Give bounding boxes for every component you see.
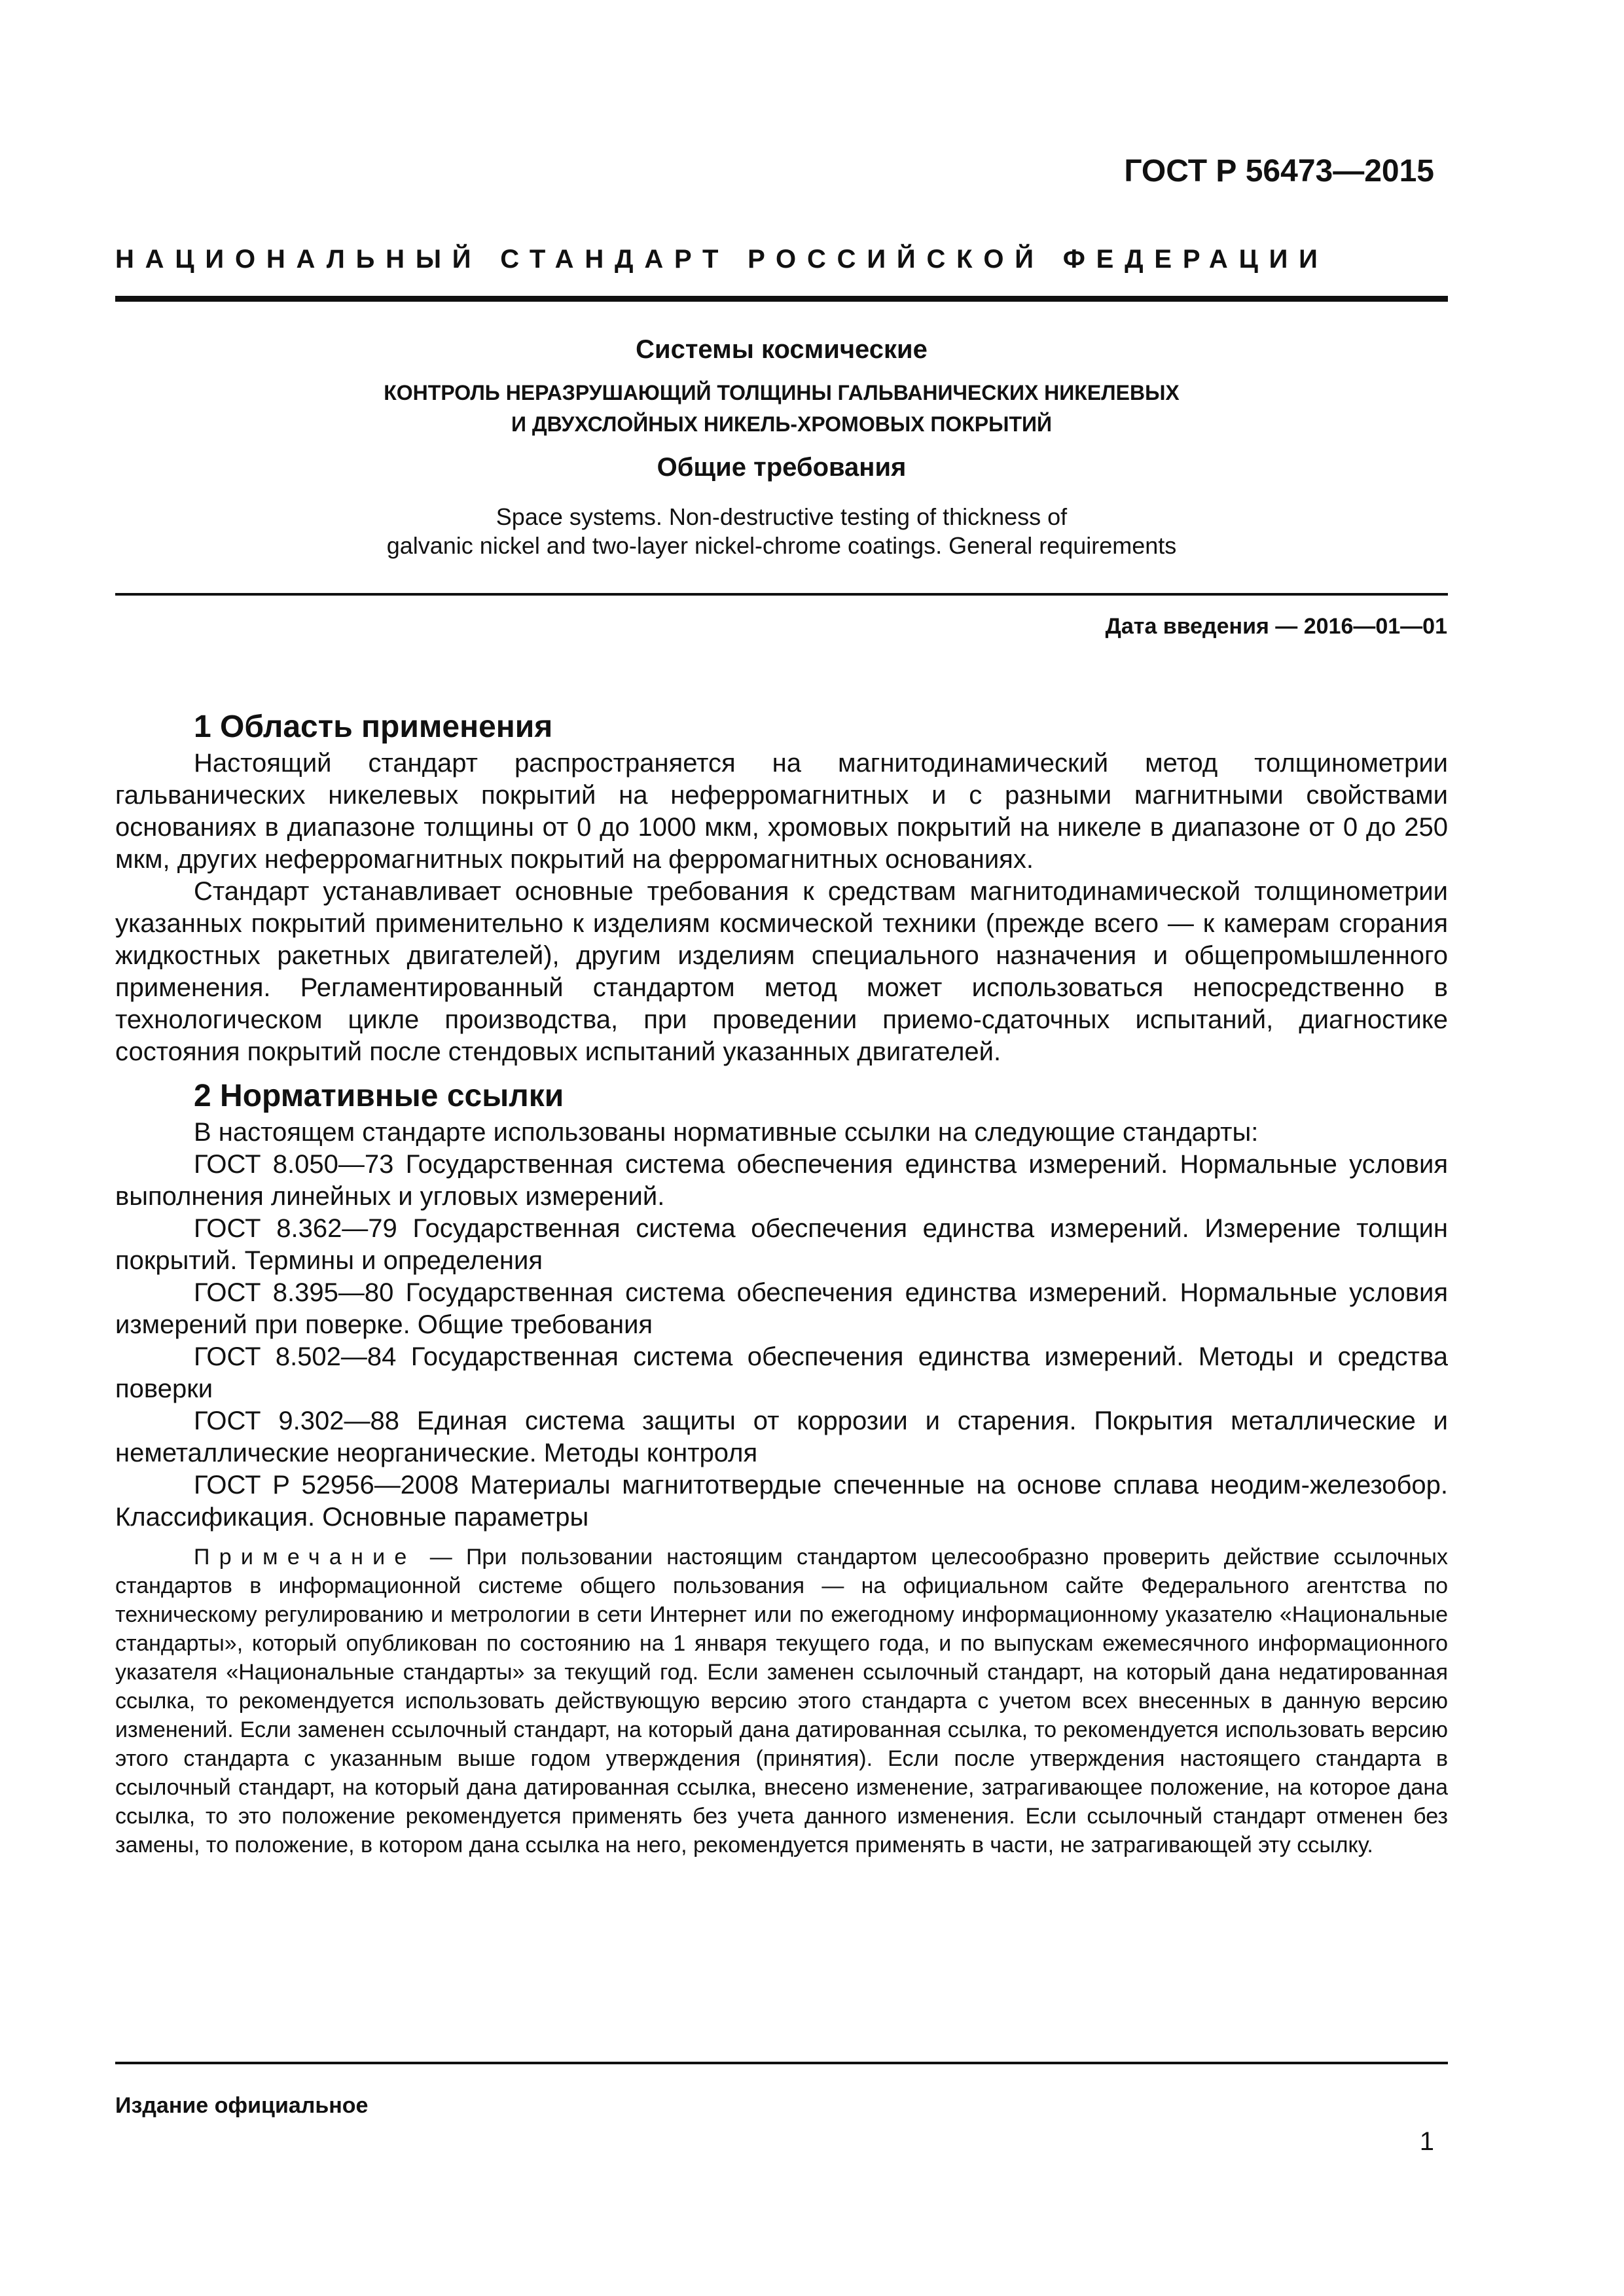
section-1-paragraph: Стандарт устанавливает основные требования к средствам магнитодинамической толщинометрии указанных покрытий применительно к изделиям космической техники (прежде всего — к камерам сгорания жидкостных ракетных двигателей), другим изделиям специального назначения и общепромышленного применения. Регламентированный стандартом метод может использоваться непосредственно в технологическом цикле производства, при проведении приемо-сдаточных испытаний, диагностике состояния покрытий после стендовых испытаний указанных двигателей. <box>115 877 1448 1066</box>
title-subtitle: Общие требования <box>657 453 907 482</box>
note-label: Примечание <box>194 1545 416 1570</box>
title-english-line1: Space systems. Non-destructive testing of thickness of <box>496 503 1068 530</box>
national-standard-banner: НАЦИОНАЛЬНЫЙ СТАНДАРТ РОССИЙСКОЙ ФЕДЕРАЦИИ <box>115 245 1329 274</box>
title-english <box>115 503 1448 560</box>
reference-list <box>115 1149 1448 1534</box>
reference-item: ГОСТ 8.395—80 Государственная система обеспечения единства измерений. Нормальные условия измерений при поверке. Общие требования <box>115 1278 1448 1339</box>
title-caps-line2: И ДВУХСЛОЙНЫХ НИКЕЛЬ-ХРОМОВЫХ ПОКРЫТИЙ <box>511 412 1053 436</box>
edition-label: Издание официальное <box>115 2093 369 2118</box>
main-content <box>115 707 1448 1859</box>
title-caps-line1: КОНТРОЛЬ НЕРАЗРУШАЮЩИЙ ТОЛЩИНЫ ГАЛЬВАНИЧЕСКИХ НИКЕЛЕВЫХ <box>384 381 1180 404</box>
reference-item: ГОСТ 8.050—73 Государственная система обеспечения единства измерений. Нормальные условия выполнения линейных и угловых измерений. <box>115 1150 1448 1211</box>
document-code: ГОСТ Р 56473—2015 <box>1124 154 1434 188</box>
reference-item: ГОСТ 8.502—84 Государственная система обеспечения единства измерений. Методы и средства поверки <box>115 1342 1448 1403</box>
reference-item: ГОСТ 9.302—88 Единая система защиты от коррозии и старения. Покрытия металлические и неметаллические неорганические. Методы контроля <box>115 1407 1448 1467</box>
title-main: Системы космические <box>636 335 928 364</box>
page-number: 1 <box>1419 2127 1434 2156</box>
section-1-heading: 1 Область применения <box>194 709 553 744</box>
footer-divider <box>115 2062 1448 2064</box>
section-2-intro: В настоящем стандарте использованы нормативные ссылки на следующие стандарты: <box>194 1118 1259 1147</box>
note-paragraph <box>115 1543 1448 1859</box>
section-1-paragraph: Настоящий стандарт распространяется на магнитодинамический метод толщинометрии гальванических никелевых покрытий на неферромагнитных и с разными магнитными свойствами основаниях в диапазоне толщины от 0 до 1000 мкм, хромовых покрытий на никеле в диапазоне от 0 до 250 мкм, других неферромагнитных покрытий на ферромагнитных основаниях. <box>115 749 1448 874</box>
note-text: — При пользовании настоящим стандартом целесообразно проверить действие ссылочных стандартов в информационной системе общего пользования — на официальном сайте Федерального агентства по техническому регулированию и метрологии в сети Интернет или по ежегодному информационному указателю «Национальные стандарты», который опубликован по состоянию на 1 января текущего года, и по выпускам ежемесячного информационного указателя «Национальные стандарты» за текущий год. Если заменен ссылочный стандарт, на который дана недатированная ссылка, то рекомендуется использовать действующую версию этого стандарта с учетом всех внесенных в данную версию изменений. Если заменен ссылочный стандарт, на который дана датированная ссылка, то рекомендуется использовать версию этого стандарта с указанным выше годом утверждения (принятия). Если после утверждения настоящего стандарта в ссылочный стандарт, на который дана датированная ссылка, внесено изменение, затрагивающее положение, на которое дана ссылка, то это положение рекомендуется применять без учета данного изменения. Если ссылочный стандарт отменен без замены, то положение, в котором дана ссылка на него, рекомендуется применять в части, не затрагивающей эту ссылку. <box>115 1545 1448 1857</box>
section-2-heading: 2 Нормативные ссылки <box>194 1079 564 1113</box>
title-divider <box>115 593 1448 596</box>
reference-item: ГОСТ 8.362—79 Государственная система обеспечения единства измерений. Измерение толщин покрытий. Термины и определения <box>115 1214 1448 1275</box>
reference-item: ГОСТ Р 52956—2008 Материалы магнитотвердые спеченные на основе сплава неодим-железобор. Классификация. Основные параметры <box>115 1471 1448 1532</box>
header-divider <box>115 296 1448 302</box>
introduction-date: Дата введения — 2016—01—01 <box>1105 614 1447 639</box>
title-english-line2: galvanic nickel and two-layer nickel-chrome coatings. General requirements <box>386 532 1177 559</box>
title-caps <box>115 377 1448 440</box>
